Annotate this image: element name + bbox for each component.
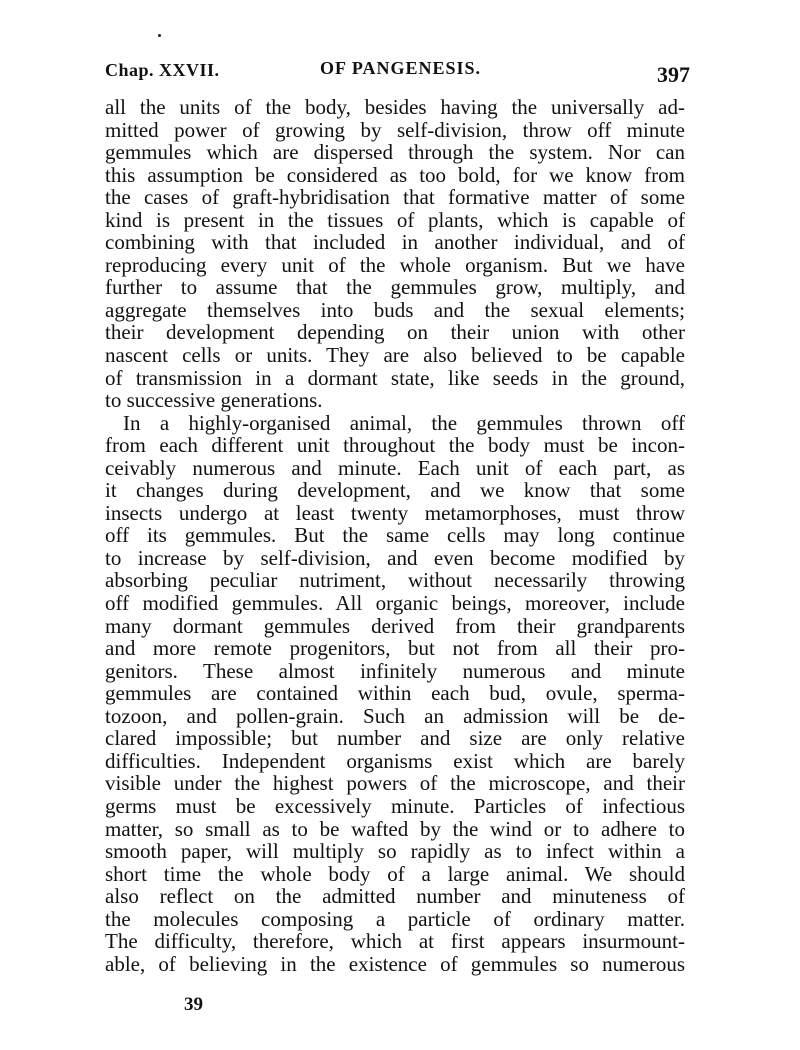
body-text	[105, 96, 685, 975]
text-line: their development depending on their union with other	[105, 320, 685, 345]
print-speck	[158, 34, 161, 37]
text-line: germs must be excessively minute. Particles of infectious	[105, 793, 685, 818]
text-line: off modified gemmules. All organic beings, moreover, include	[105, 591, 685, 616]
page-number: 397	[657, 62, 690, 87]
text-line: insects undergo at least twenty metamorphoses, must throw	[105, 500, 685, 525]
text-line: absorbing peculiar nutriment, without necessarily throwing	[105, 568, 685, 593]
text-line: combining with that included in another individual, and of	[105, 230, 685, 255]
paragraph	[105, 412, 685, 976]
text-line: all the units of the body, besides having the universally ad-	[105, 95, 685, 119]
text-line: matter, so small as to be wafted by the wind or to adhere to	[105, 816, 685, 841]
text-line: further to assume that the gemmules grow, multiply, and	[105, 275, 685, 300]
text-line: also reflect on the admitted number and minuteness of	[105, 884, 685, 909]
text-line: the molecules composing a particle of ordinary matter.	[105, 906, 685, 931]
text-line: mitted power of growing by self-division, throw off minute	[105, 117, 685, 142]
text-line: In a highly-organised animal, the gemmules thrown off	[123, 410, 685, 435]
text-line: many dormant gemmules derived from their grandparents	[105, 613, 685, 638]
text-line: tozoon, and pollen-grain. Such an admission will be de-	[105, 703, 685, 728]
text-line: the cases of graft-hybridisation that formative matter of some	[105, 185, 685, 210]
text-line: short time the whole body of a large animal. We should	[105, 861, 685, 886]
text-line: aggregate themselves into buds and the sexual elements;	[105, 297, 685, 322]
text-line: clared impossible; but number and size are only relative	[105, 726, 685, 751]
text-line: reproducing every unit of the whole organism. But we have	[105, 252, 685, 277]
text-line: to successive generations.	[105, 388, 323, 413]
text-line: visible under the highest powers of the microscope, and their	[105, 771, 685, 796]
text-line: gemmules are contained within each bud, ovule, sperma-	[105, 681, 685, 706]
text-line: The difficulty, therefore, which at first appears insurmount-	[105, 929, 685, 954]
text-line: smooth paper, will multiply so rapidly as to infect within a	[105, 839, 685, 864]
running-header	[105, 58, 690, 88]
text-line: from each different unit throughout the body must be incon-	[105, 433, 685, 458]
text-line: genitors. These almost infinitely numerous and minute	[105, 658, 685, 683]
text-line: this assumption be considered as too bold, for we know from	[105, 162, 685, 187]
text-line: kind is present in the tissues of plants, which is capable of	[105, 207, 685, 232]
chapter-label: Chap. XXVII.	[105, 60, 220, 80]
text-line: off its gemmules. But the same cells may long continue	[105, 523, 685, 548]
text-line: and more remote progenitors, but not from all their pro-	[105, 636, 685, 661]
text-line: nascent cells or units. They are also believed to be capable	[105, 343, 685, 368]
paragraph	[105, 96, 685, 412]
text-line: to increase by self-division, and even become modified by	[105, 545, 685, 570]
text-line: ceivably numerous and minute. Each unit of each part, as	[105, 455, 685, 480]
text-line: it changes during development, and we know that some	[105, 478, 685, 503]
text-line: gemmules which are dispersed through the system. Nor can	[105, 140, 685, 165]
signature-mark: 39	[184, 994, 203, 1015]
running-title: OF PANGENESIS.	[320, 58, 482, 78]
text-line: able, of believing in the existence of gemmules so numerous	[105, 951, 685, 976]
text-line: difficulties. Independent organisms exist which are barely	[105, 748, 685, 773]
text-line: of transmission in a dormant state, like seeds in the ground,	[105, 365, 685, 390]
